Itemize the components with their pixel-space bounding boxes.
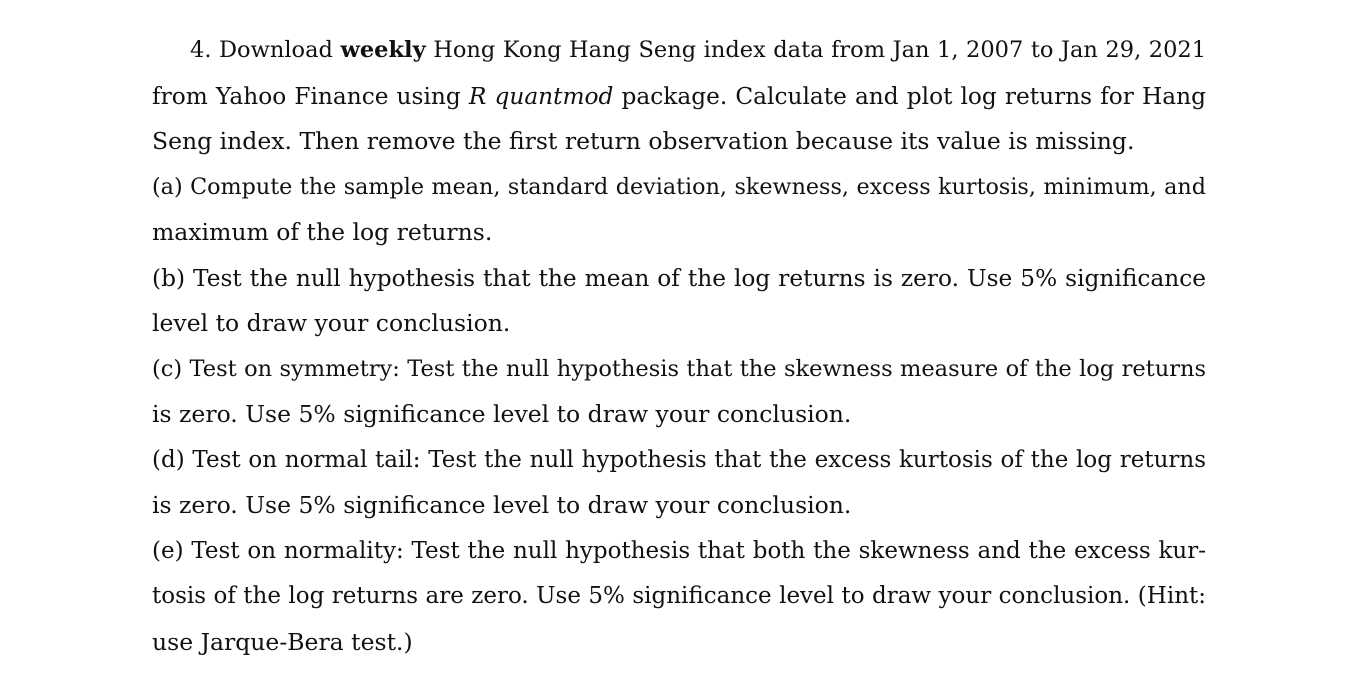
intro-package-name: quantmod (494, 82, 614, 110)
part-b-line-2: level to draw your conclusion. (152, 309, 511, 337)
intro-line2-pre: from Yahoo Finance using (152, 82, 461, 110)
intro-bold-word: weekly (340, 37, 426, 63)
problem-intro-line-1 (152, 28, 1206, 74)
intro-text-post: Hong Kong Hang Seng index data from Jan 1, 2007 to Jan 29, 2021 (433, 37, 1207, 63)
part-a-line-2: maximum of the log returns. (152, 218, 493, 246)
part-e-line-1: (e) Test on normality: Test the null hypothesis that both the skewness and the excess kur- (152, 537, 1206, 564)
problem-number: 4. (190, 37, 212, 63)
intro-line2-post: package. Calculate and plot log returns for Hang (621, 82, 1207, 110)
intro-var-r: R (468, 82, 487, 110)
part-e-line-3: use Jarque-Bera test.) (152, 627, 413, 656)
problem-document (152, 28, 1206, 665)
part-c-line-2: is zero. Use 5% significance level to draw your conclusion. (152, 400, 852, 428)
part-b-line-1: (b) Test the null hypothesis that the mean of the log returns is zero. Use 5% significance (152, 264, 1206, 292)
part-d-line-1: (d) Test on normal tail: Test the null hypothesis that the excess kurtosis of the log returns (152, 446, 1206, 473)
part-a-line-1: (a) Compute the sample mean, standard deviation, skewness, excess kurtosis, minimum, and (152, 173, 1206, 200)
intro-text-pre: Download (219, 37, 333, 63)
problem-intro-line-3: Seng index. Then remove the first return observation because its value is missing. (152, 127, 1135, 155)
part-d-line-2: is zero. Use 5% significance level to draw your conclusion. (152, 491, 852, 519)
problem-intro-line-2 (152, 74, 1206, 120)
part-c-line-1: (c) Test on symmetry: Test the null hypothesis that the skewness measure of the log returns (152, 355, 1206, 382)
part-e-line-2: tosis of the log returns are zero. Use 5% significance level to draw your conclusion. (Hint: (152, 583, 1206, 609)
